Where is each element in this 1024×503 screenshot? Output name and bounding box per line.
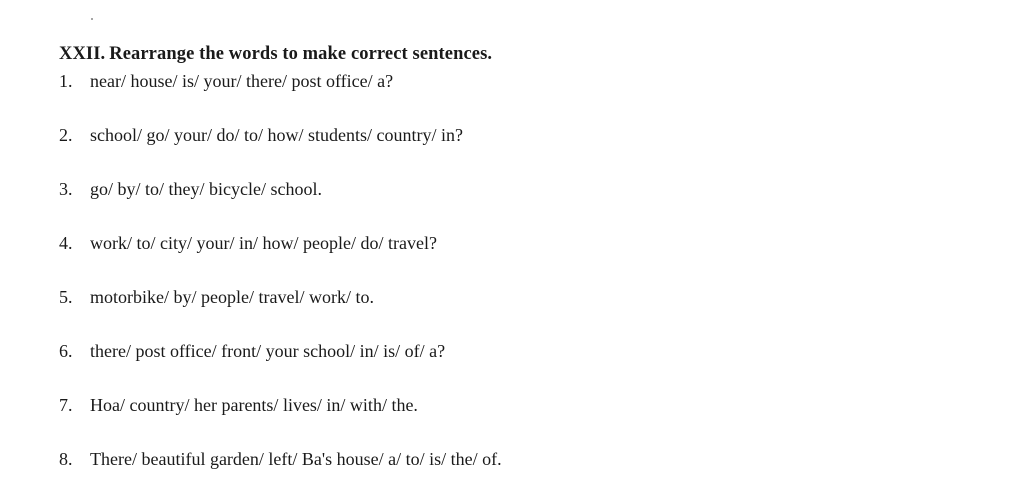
- item-number: 2.: [59, 125, 73, 145]
- exercise-item: [59, 179, 502, 233]
- exercise-item: [59, 125, 502, 179]
- exercise-heading: [59, 44, 492, 65]
- item-number: 6.: [59, 341, 73, 361]
- item-number: 7.: [59, 395, 73, 415]
- item-text: school/ go/ your/ do/ to/ how/ students/ country/ in?: [90, 125, 463, 145]
- exercise-item: [59, 71, 502, 125]
- item-number: 5.: [59, 287, 73, 307]
- item-number: 1.: [59, 71, 73, 91]
- item-number: 3.: [59, 179, 73, 199]
- item-number: 4.: [59, 233, 73, 253]
- item-text: near/ house/ is/ your/ there/ post office/ a?: [90, 71, 394, 91]
- item-text: there/ post office/ front/ your school/ in/ is/ of/ a?: [90, 341, 446, 361]
- exercise-number: XXII.: [59, 44, 106, 64]
- exercise-instruction: Rearrange the words to make correct sentences.: [109, 44, 493, 64]
- stray-dot: [91, 18, 93, 20]
- item-number: 8.: [59, 449, 73, 469]
- item-text: work/ to/ city/ your/ in/ how/ people/ do/ travel?: [90, 233, 437, 253]
- exercise-item: [59, 233, 502, 287]
- item-text: There/ beautiful garden/ left/ Ba's house/ a/ to/ is/ the/ of.: [90, 449, 502, 469]
- exercise-item: [59, 449, 502, 503]
- exercise-item: [59, 341, 502, 395]
- exercise-item: [59, 287, 502, 341]
- item-text: motorbike/ by/ people/ travel/ work/ to.: [90, 287, 374, 307]
- exercise-list: [59, 71, 502, 503]
- item-text: go/ by/ to/ they/ bicycle/ school.: [90, 179, 322, 199]
- item-text: Hoa/ country/ her parents/ lives/ in/ with/ the.: [90, 395, 418, 415]
- exercise-item: [59, 395, 502, 449]
